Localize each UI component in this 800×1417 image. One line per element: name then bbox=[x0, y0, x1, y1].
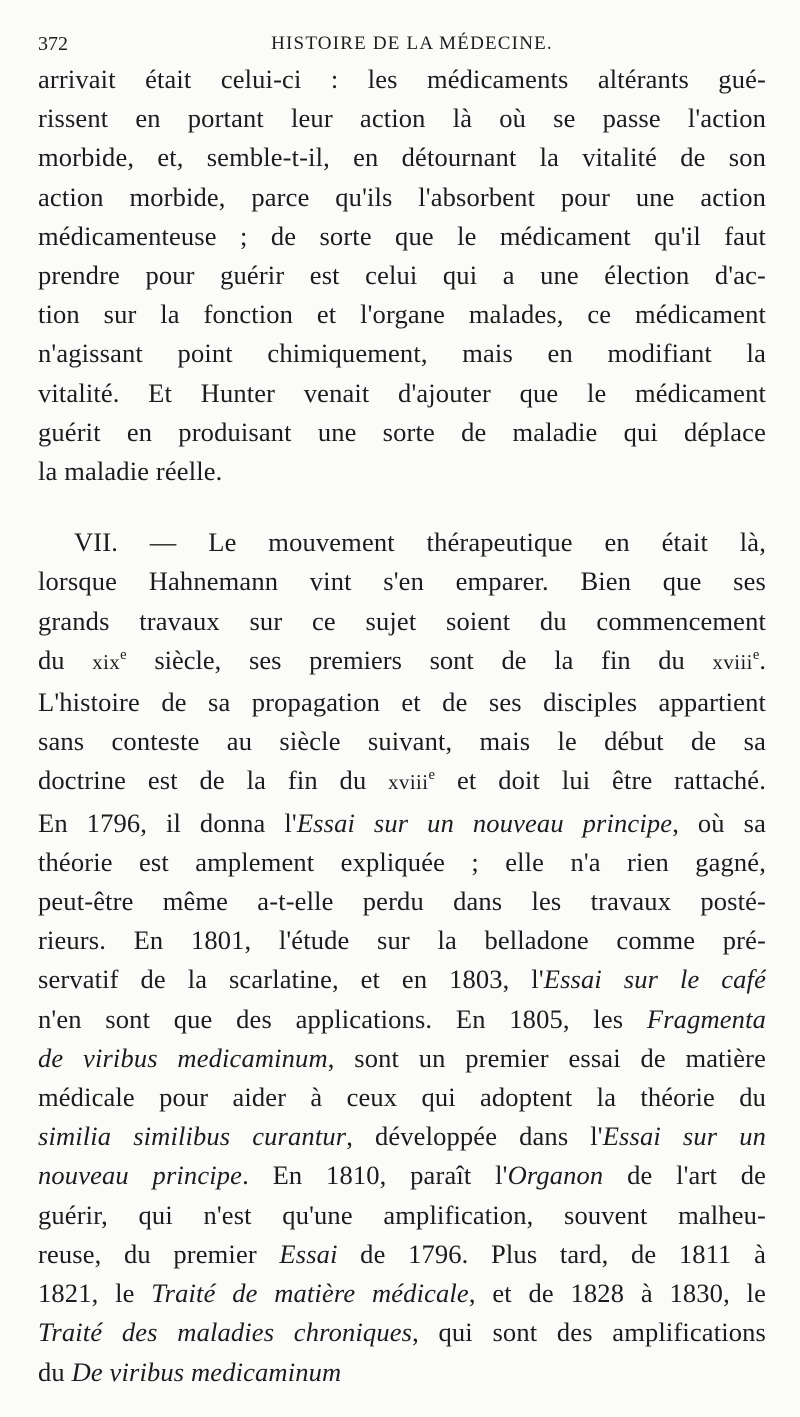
book-title: de viribus medicaminum bbox=[38, 1042, 328, 1073]
text-run: et doit lui être rattaché. bbox=[435, 765, 766, 796]
text-line bbox=[38, 1000, 766, 1039]
text-line: guérir, qui n'est qu'une amplification, souvent malheu- bbox=[38, 1199, 766, 1230]
book-title: Organon bbox=[507, 1160, 604, 1191]
text-run: de l'art de bbox=[603, 1160, 766, 1191]
text-line: médicale pour aider à ceux qui adoptent la théorie du bbox=[38, 1082, 766, 1113]
text-run: du bbox=[38, 1356, 72, 1387]
paragraph-gap bbox=[38, 491, 766, 523]
text-run: , où sa bbox=[672, 807, 766, 838]
text-line: grands travaux sur ce sujet soient du commencement bbox=[38, 605, 766, 636]
text-line: lorsque Hahnemann vint s'en emparer. Bien que ses bbox=[38, 566, 766, 597]
latin-phrase: similia similibus curantur bbox=[38, 1121, 347, 1152]
text-run: servatif de la scarlatine, et en 1803, l' bbox=[38, 964, 544, 995]
book-title: Fragmenta bbox=[646, 1003, 766, 1034]
text-run: , et de 1828 à 1830, le bbox=[468, 1278, 766, 1309]
book-title: De viribus medicaminum bbox=[71, 1356, 342, 1387]
book-title: Essai sur un nouveau principe bbox=[296, 807, 673, 838]
superscript: e bbox=[428, 767, 436, 784]
text-line: prendre pour guérir est celui qui a une élection d'ac- bbox=[38, 260, 766, 291]
text-line: médicamenteuse ; de sorte que le médicament qu'il faut bbox=[38, 220, 766, 251]
book-title: Essai sur un bbox=[602, 1121, 766, 1152]
text-line bbox=[38, 761, 766, 803]
page-number: 372 bbox=[38, 33, 68, 55]
text-line: la maladie réelle. bbox=[38, 456, 223, 487]
text-line: VII. — Le mouvement thérapeutique en était là, bbox=[74, 527, 766, 558]
text-line bbox=[38, 804, 766, 843]
text-line bbox=[38, 1156, 766, 1195]
paragraph-1 bbox=[38, 60, 766, 491]
text-run: reuse, du premier bbox=[38, 1238, 280, 1269]
text-line: guérit en produisant une sorte de maladie qui déplace bbox=[38, 416, 766, 447]
roman-numeral: xix bbox=[92, 651, 121, 674]
text-run: . En 1810, paraît l' bbox=[242, 1160, 508, 1191]
text-line bbox=[38, 1039, 766, 1078]
text-run: doctrine est de la fin du bbox=[38, 765, 389, 796]
text-line: sans conteste au siècle suivant, mais le début de sa bbox=[38, 726, 766, 757]
text-run: 1821, le bbox=[38, 1278, 152, 1309]
text-run: . bbox=[759, 644, 766, 675]
text-line: n'agissant point chimiquement, mais en modifiant la bbox=[38, 338, 766, 369]
roman-numeral: xviii bbox=[388, 772, 429, 795]
book-title: Traité des maladies chroniques bbox=[38, 1317, 413, 1348]
text-run: , qui sont des amplifications bbox=[412, 1317, 766, 1348]
book-title: Traité de matière médicale bbox=[151, 1278, 469, 1309]
text-line: peut-être même a-t-elle perdu dans les travaux posté- bbox=[38, 886, 766, 917]
paragraph-2 bbox=[38, 523, 766, 1391]
text-run: n'en sont que des applications. En 1805, les bbox=[38, 1003, 647, 1034]
text-line bbox=[38, 1235, 766, 1274]
text-line bbox=[38, 1353, 766, 1392]
text-line bbox=[38, 641, 766, 683]
text-line bbox=[38, 1313, 766, 1352]
text-run: , sont un premier essai de matière bbox=[327, 1042, 766, 1073]
text-line: arrivait était celui-ci : les médicaments altérants gué- bbox=[38, 64, 766, 94]
text-run: , développée dans l' bbox=[346, 1121, 603, 1152]
book-title: nouveau principe bbox=[38, 1160, 243, 1191]
text-line: morbide, et, semble-t-il, en détournant la vitalité de son bbox=[38, 142, 766, 173]
text-line bbox=[38, 1117, 766, 1156]
superscript: e bbox=[120, 646, 127, 663]
text-line: L'histoire de sa propagation et de ses disciples appartient bbox=[38, 687, 766, 718]
text-run: En 1796, il donna l' bbox=[38, 807, 297, 838]
text-line: théorie est amplement expliquée ; elle n'a rien gagné, bbox=[38, 846, 766, 877]
text-line: rissent en portant leur action là où se passe l'action bbox=[38, 103, 766, 134]
text-line: rieurs. En 1801, l'étude sur la belladone comme pré- bbox=[38, 925, 766, 956]
text-run: du bbox=[38, 644, 93, 675]
text-line bbox=[38, 960, 766, 999]
page-body bbox=[38, 60, 766, 1392]
roman-numeral: xviii bbox=[712, 651, 753, 674]
text-line: vitalité. Et Hunter venait d'ajouter que le médicament bbox=[38, 377, 766, 408]
text-run: siècle, ses premiers sont de la fin du bbox=[126, 644, 713, 675]
text-line: tion sur la fonction et l'organe malades, ce médicament bbox=[38, 299, 766, 330]
book-title: Essai sur le café bbox=[543, 964, 766, 995]
text-line: action morbide, parce qu'ils l'absorbent pour une action bbox=[38, 181, 766, 212]
running-title: HISTOIRE DE LA MÉDECINE. bbox=[271, 33, 553, 54]
book-title: Essai bbox=[279, 1238, 338, 1269]
running-head bbox=[38, 0, 766, 60]
superscript: e bbox=[752, 646, 760, 663]
text-run: de 1796. Plus tard, de 1811 à bbox=[337, 1238, 766, 1269]
text-line bbox=[38, 1274, 766, 1313]
